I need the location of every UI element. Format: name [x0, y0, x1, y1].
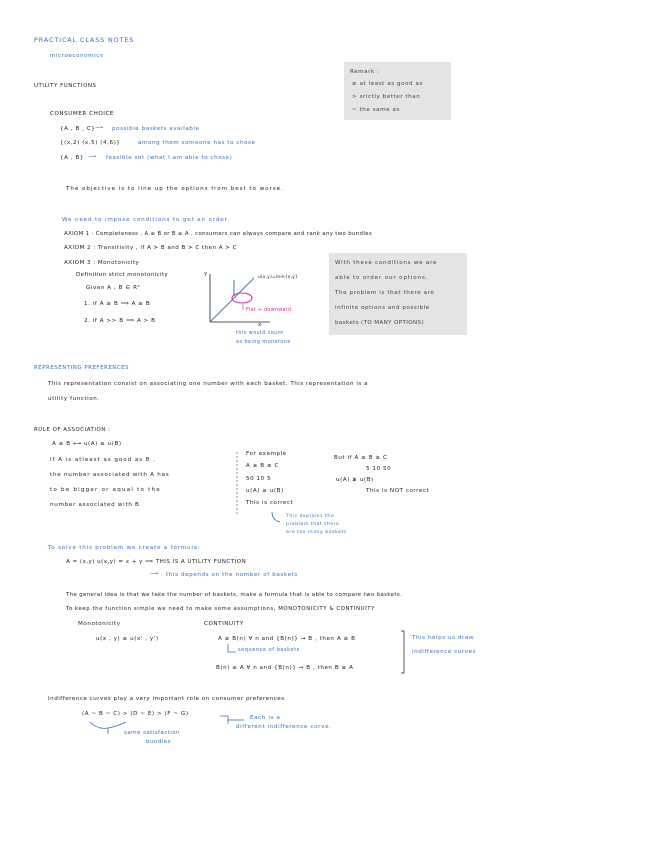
remark-box: [344, 62, 451, 120]
set-feasible-note: feasible set (what I am able to chose): [106, 155, 233, 161]
continuity-condition-2: B(n) ≥ A ∀ n and {B(n)} → B , then B ≥ A: [216, 665, 354, 671]
indifference-note-right: Each is a: [250, 715, 281, 721]
graph-curve-label: u(x,y)=min{x,y}: [258, 275, 298, 280]
curve-diagonal: [210, 278, 254, 322]
arrow-icon: ⟶: [95, 125, 104, 131]
utility-function-formula: A = (x,y) u(x,y) = x + y ⟹ THIS IS A UTILITY FUNCTION: [66, 559, 247, 565]
set-pairs-note: among them someone has to chose: [138, 140, 256, 146]
association-note: are too many baskets: [286, 530, 347, 535]
association-note: problem that there: [286, 522, 340, 527]
indifference-text: Indifference curves play a very important role on consumer preferences: [48, 696, 285, 702]
counter-example-line: u(A) ≱ u(B): [336, 477, 374, 483]
conditions-line: infinite options and possible: [335, 305, 430, 311]
definition-strict-monotonicity: Definition strict monotonicity: [76, 272, 169, 278]
example-line: A ≥ B ≥ C: [246, 463, 280, 469]
conditions-line: able to order our options.: [335, 275, 429, 281]
note-arrow: [270, 512, 286, 528]
representing-text-line2: utility function.: [48, 396, 100, 402]
section-heading-utility-functions: UTILITY FUNCTIONS: [34, 83, 97, 89]
set-all-options-note: possible baskets available: [112, 126, 200, 132]
indifference-formula: (A ~ B ~ C) > (D ~ E) > (F ~ G): [82, 711, 189, 717]
formula-intro: To solve this problem we create a formula:: [48, 545, 201, 551]
set-feasible: {A , B}: [60, 155, 84, 161]
section-heading-rule-of-association: RULE OF ASSOCIATION :: [34, 427, 111, 433]
consumer-choice-heading: CONSUMER CHOICE: [50, 111, 115, 117]
utility-function-note: this depends on the number of baskets: [166, 572, 298, 578]
graph-flat-label: Flat + downward: [246, 308, 292, 313]
axiom-transitivity: AXIOM 2 : Transitivity , if A ≻ B and B ≻ C then A ≻ C: [64, 245, 237, 251]
association-explanation: to be bigger or equal to the: [50, 487, 161, 493]
conditions-box: [329, 253, 467, 335]
counter-example-line: But if A ≥ B ≥ C: [334, 455, 388, 461]
section-heading-representing-preferences: REPRESENTING PREFERENCES: [34, 365, 130, 371]
indifference-note-right: different indifference curve.: [236, 724, 332, 730]
objective-text: The objective is to line up the options from best to worse.: [66, 186, 284, 192]
example-line: For example: [246, 451, 287, 457]
graph-note: as being monotone: [236, 340, 291, 345]
monotonicity-heading: Monotonicity: [78, 621, 121, 627]
conditions-line: baskets (TO MANY OPTIONS): [335, 320, 424, 326]
axiom-monotonicity: AXIOM 3 : Monotonicity: [64, 260, 140, 266]
highlight-ellipse: [232, 293, 252, 303]
graph-x-label: x: [258, 322, 262, 328]
indifference-note-left: same satisfaction: [124, 730, 181, 736]
example-divider: [236, 452, 240, 522]
axiom-completeness: AXIOM 1 : Completeness , A ≥ B or B ≥ A , consumers can always compare and rank any two bundles: [64, 231, 372, 237]
association-note: This explains the: [286, 514, 335, 519]
note-arrow: [226, 644, 238, 658]
monotonicity-graph: [200, 270, 310, 340]
continuity-condition-1: A ≥ B(n) ∀ n and {B(n)} → B , then A ≥ B: [218, 636, 356, 642]
conditions-line: With these conditions we are: [335, 260, 438, 266]
axioms-intro: We need to impose conditions to get an order: [62, 217, 228, 223]
remark-title: Remark :: [350, 69, 380, 75]
remark-line: ~ the same as: [352, 107, 400, 113]
example-line: This is correct: [246, 500, 294, 506]
example-line: u(A) ≥ u(B): [246, 488, 284, 494]
example-line: 50 10 5: [246, 476, 272, 482]
association-explanation: If A is atleast as good as B ,: [50, 457, 157, 463]
monotonicity-formula: u(x , y) ≥ u(x' , y'): [96, 636, 159, 642]
page-title: PRACTICAL CLASS NOTES: [34, 36, 135, 44]
arrow-icon: ⟶: [150, 571, 159, 577]
side-note: indifference curves: [412, 649, 477, 655]
general-idea-line1: The general idea is that we take the number of baskets, make a formula that is able to compare two baskets.: [66, 592, 403, 598]
remark-line: ≥ at least as good as: [352, 81, 423, 87]
arrow-icon: ⟶: [88, 154, 97, 160]
conditions-line: The problem is that there are: [335, 290, 435, 296]
continuity-heading: CONTINUITY: [204, 621, 244, 627]
page-subtitle: microeconomics: [50, 53, 104, 59]
graph-y-label: y: [204, 271, 208, 277]
counter-example-line: This is NOT correct: [366, 488, 430, 494]
continuity-note: sequence of baskets: [238, 647, 300, 653]
association-explanation: number associated with B: [50, 502, 140, 508]
indifference-note-left: bundles: [146, 739, 171, 745]
bracket: [400, 631, 406, 675]
set-all-options: {A , B , C}: [60, 126, 96, 132]
general-idea-line2: To keep the function simple we need to make some assumptions, MONOTONICITY & CONTINUITY: [66, 606, 375, 612]
remark-line: > srictly better than: [352, 94, 421, 100]
counter-example-line: 5 10 50: [366, 466, 392, 472]
representing-text-line1: This representation consist on associating one number with each basket. This representation is a: [48, 381, 369, 387]
association-explanation: the number associated with A has: [50, 472, 170, 478]
set-pairs: {(x,2) (x,5) (4,6)}: [60, 140, 121, 146]
monotonicity-rule-2: 2. if A >> B ⟹ A > B: [84, 318, 156, 324]
given-statement: Given A , B ∈ R²: [86, 285, 141, 291]
side-note: This helps us draw: [412, 635, 474, 641]
graph-note: this would count: [236, 331, 284, 336]
association-formula: A ≥ B ⟷ u(A) ≥ u(B): [52, 441, 122, 447]
monotonicity-rule-1: 1. if A ≥ B ⟹ A ≥ B: [84, 301, 151, 307]
